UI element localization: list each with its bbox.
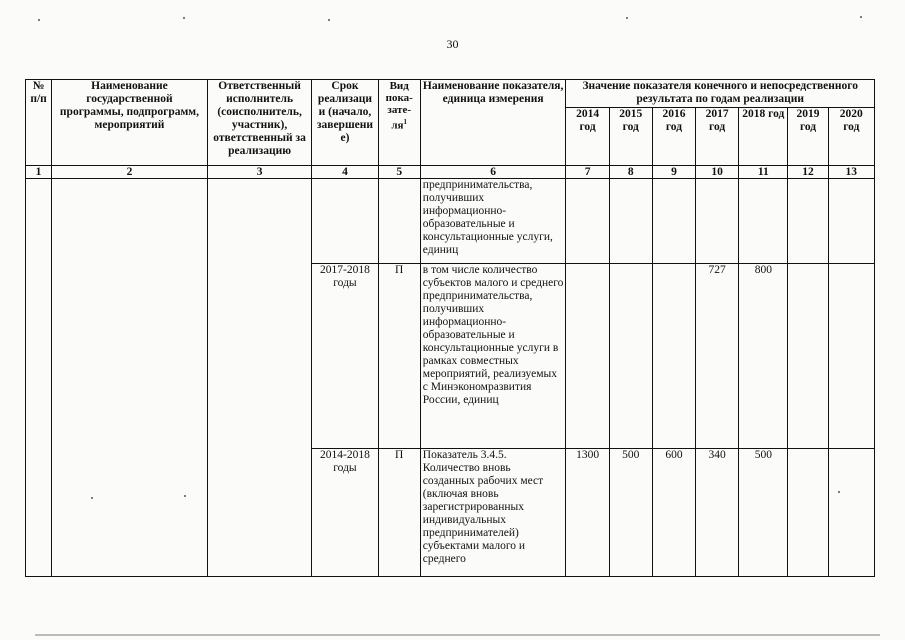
cell-value <box>609 179 652 264</box>
cell-value <box>566 264 609 449</box>
indicators-table <box>25 79 875 577</box>
col-number: 12 <box>788 166 828 179</box>
header-executor: Ответственный исполнитель (соисполнитель, участник), ответственный за реализацию <box>207 80 311 166</box>
cell-value <box>828 179 874 264</box>
col-number: 9 <box>652 166 695 179</box>
col-number: 8 <box>609 166 652 179</box>
cell-value: 340 <box>696 449 739 577</box>
cell-kind: П <box>378 449 420 577</box>
cell-value <box>652 179 695 264</box>
cell-num <box>26 179 52 577</box>
header-year: 2015 год <box>609 108 652 166</box>
header-indicator: Наименование показателя, единица измерения <box>420 80 566 166</box>
cell-value <box>788 264 828 449</box>
col-number: 1 <box>26 166 52 179</box>
col-number: 2 <box>52 166 208 179</box>
cell-kind <box>378 179 420 264</box>
header-program: Наименование государственной программы, подпрограмм, мероприятий <box>52 80 208 166</box>
cell-value <box>788 179 828 264</box>
header-num: № п/п <box>26 80 52 166</box>
cell-term: 2017-2018 годы <box>312 264 378 449</box>
cell-value <box>828 449 874 577</box>
cell-value: 500 <box>609 449 652 577</box>
cell-value <box>609 264 652 449</box>
col-number: 6 <box>420 166 566 179</box>
col-number: 5 <box>378 166 420 179</box>
header-year: 2018 год <box>739 108 788 166</box>
scan-speck <box>328 19 330 21</box>
header-year: 2020 год <box>828 108 874 166</box>
cell-value: 500 <box>739 449 788 577</box>
page-number: 30 <box>446 37 459 51</box>
col-number: 3 <box>207 166 311 179</box>
cell-value <box>828 264 874 449</box>
cell-term <box>312 179 378 264</box>
cell-value <box>739 179 788 264</box>
col-number: 7 <box>566 166 609 179</box>
header-year: 2016 год <box>652 108 695 166</box>
col-number: 11 <box>739 166 788 179</box>
scan-speck <box>626 17 628 19</box>
cell-value <box>566 179 609 264</box>
header-kind: Вид пока-$зате-ля^1$ <box>378 80 420 166</box>
header-term: Срок реализаци и (начало, завершени е) <box>312 80 378 166</box>
cell-indicator: предпринимательства, получивших информационно-образовательные и консультационные услуги, единиц <box>420 179 566 264</box>
cell-program <box>52 179 208 577</box>
col-number: 10 <box>696 166 739 179</box>
col-number: 4 <box>312 166 378 179</box>
cell-indicator: в том числе количество субъектов малого и среднего предпринимательства, получивших информационно-образовательные и консультационные услуги в рамках совместных мероприятий, реализуемых с Минэкономразвития России, единиц <box>420 264 566 449</box>
scan-edge <box>35 634 880 636</box>
scan-speck <box>91 497 93 499</box>
cell-value <box>788 449 828 577</box>
cell-value: 1300 <box>566 449 609 577</box>
header-year: 2019 год <box>788 108 828 166</box>
cell-indicator: Показатель 3.4.5. Количество вновь созданных рабочих мест (включая вновь зарегистрированных индивидуальных предпринимателей) субъектами малого и среднего <box>420 449 566 577</box>
cell-executor <box>207 179 311 577</box>
scan-speck <box>38 19 40 21</box>
col-number: 13 <box>828 166 874 179</box>
cell-value: 800 <box>739 264 788 449</box>
header-year: 2014 год <box>566 108 609 166</box>
header-year: 2017 год <box>696 108 739 166</box>
cell-value <box>652 264 695 449</box>
scan-speck <box>184 495 186 497</box>
table-row <box>26 179 875 264</box>
cell-value <box>696 179 739 264</box>
cell-kind: П <box>378 264 420 449</box>
cell-value: 600 <box>652 449 695 577</box>
cell-term: 2014-2018 годы <box>312 449 378 577</box>
scan-speck <box>183 17 185 19</box>
header-values-group: Значение показателя конечного и непосредственного результата по годам реализации <box>566 80 875 108</box>
cell-value: 727 <box>696 264 739 449</box>
scan-speck <box>860 16 862 18</box>
scan-speck <box>838 491 840 493</box>
